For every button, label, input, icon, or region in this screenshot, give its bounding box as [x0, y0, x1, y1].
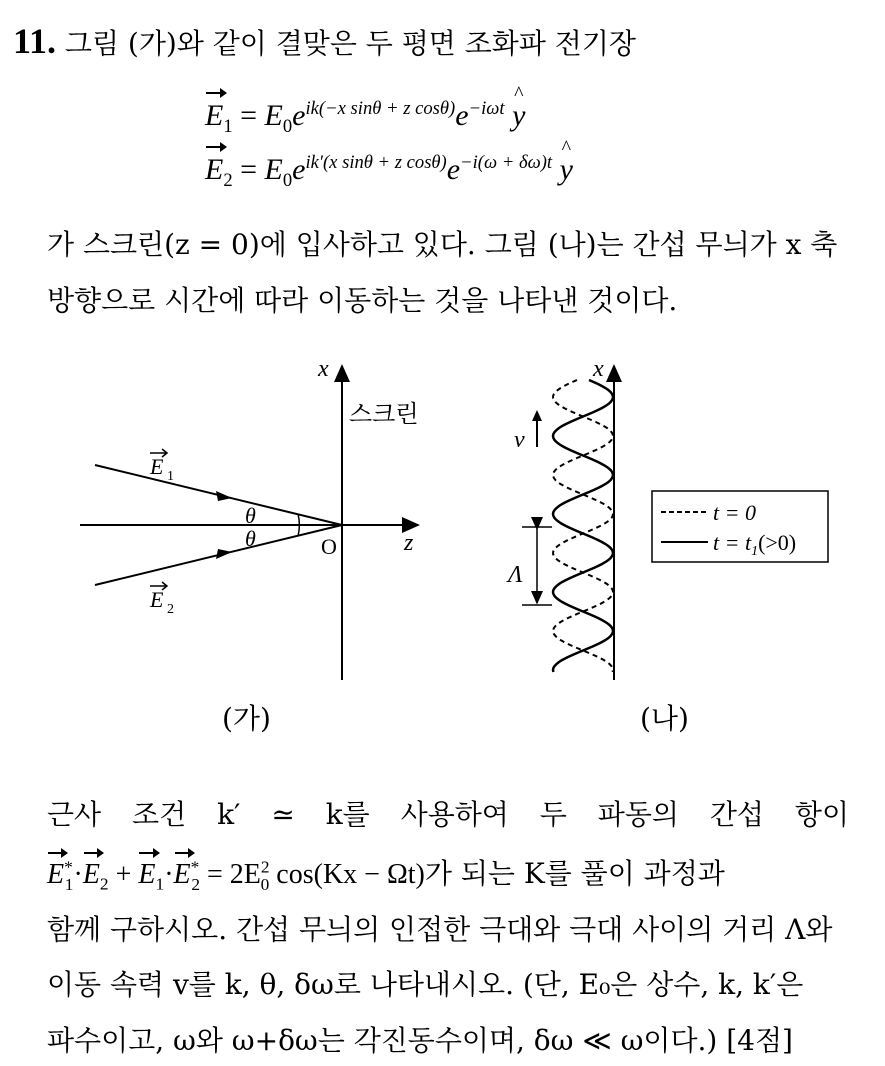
question-line-4: 이동 속력 v를 k, θ, δω로 나타내시오. (단, E₀은 상수, k, k′은	[47, 968, 804, 1001]
theta-lower: θ	[245, 526, 256, 551]
origin-label: O	[321, 534, 337, 559]
theta-upper: θ	[245, 503, 256, 528]
x-label-b: x	[593, 356, 604, 382]
x-label-a: x	[318, 356, 329, 382]
body-line-1: 가 스크린(z = 0)에 입사하고 있다. 그림 (나)는 간섭 무늬가 x 축	[47, 228, 838, 261]
legend-dashed-label: t = 0	[713, 500, 756, 525]
problem-intro-line	[13, 20, 636, 63]
body-line-2: 방향으로 시간에 따라 이동하는 것을 나타낸 것이다.	[47, 284, 678, 317]
question-line-2: $E^*_1\cdot E_2 + E_1\cdot E^*_2 = 2E^2_0$ cos(Kx − Ωt)가 되는 K를 풀이 과정과	[47, 857, 725, 894]
screen-label: 스크린	[349, 400, 419, 428]
question-line-2-tail: 가 되는 K를 풀이 과정과	[424, 857, 725, 890]
caption-b: (나)	[640, 702, 689, 735]
problem-number: 11.	[13, 21, 57, 61]
z-label-a: z	[404, 530, 414, 556]
interference-arg: cos(Kx − Ωt)	[276, 859, 425, 890]
e2-time-exponent: −i(ω + δω)t	[460, 152, 553, 173]
e1-arrowhead	[216, 491, 232, 501]
e2-label: E	[150, 587, 164, 612]
e1-time-exponent: −iωt	[468, 98, 505, 119]
question-line-1: 근사 조건 k′ ≃ k를 사용하여 두 파동의 간섭 항이	[47, 798, 849, 831]
wave-dashed	[553, 380, 613, 672]
e1-subscript: 1	[167, 469, 174, 484]
figures	[0, 350, 885, 680]
equation-e2: $E_2 = E_0e^{ik'(x sin\theta + z cos\theta)}e^{-i(\omega + \delta\omega)t}$ ^ y	[205, 152, 573, 188]
e1-label: E	[150, 454, 164, 479]
question-line-3: 함께 구하시오. 간섭 무늬의 인접한 극대와 극대 사이의 거리 Λ와	[47, 913, 833, 946]
equation-e1: $E_1 = E_0e^{ik(-x sin\theta + z cos\theta)}e^{-i\omega t}$ ^ y	[205, 98, 525, 134]
lambda-label: Λ	[508, 562, 523, 588]
e2-spatial-exponent: ik′(x sinθ + z cosθ)	[305, 152, 447, 173]
e1-spatial-exponent: ik(−x sinθ + z cosθ)	[305, 98, 456, 119]
question-line-5: 파수이고, ω와 ω+δω는 각진동수이며, δω ≪ ω이다.) [4점]	[47, 1024, 793, 1057]
e2-subscript: 2	[167, 602, 174, 617]
figure-b	[506, 356, 828, 680]
caption-a: (가)	[222, 702, 271, 735]
wave-solid	[553, 380, 613, 672]
v-label: v	[514, 427, 525, 453]
legend-solid-label: $t = t_1(>0)$	[713, 530, 797, 559]
interference-rhs: = 2E	[207, 859, 261, 890]
e2-arrowhead	[216, 549, 232, 559]
problem-intro: 그림 (가)와 같이 결맞은 두 평면 조화파 전기장	[64, 27, 636, 60]
v-arrowhead	[532, 410, 542, 421]
figure-a	[80, 356, 419, 680]
